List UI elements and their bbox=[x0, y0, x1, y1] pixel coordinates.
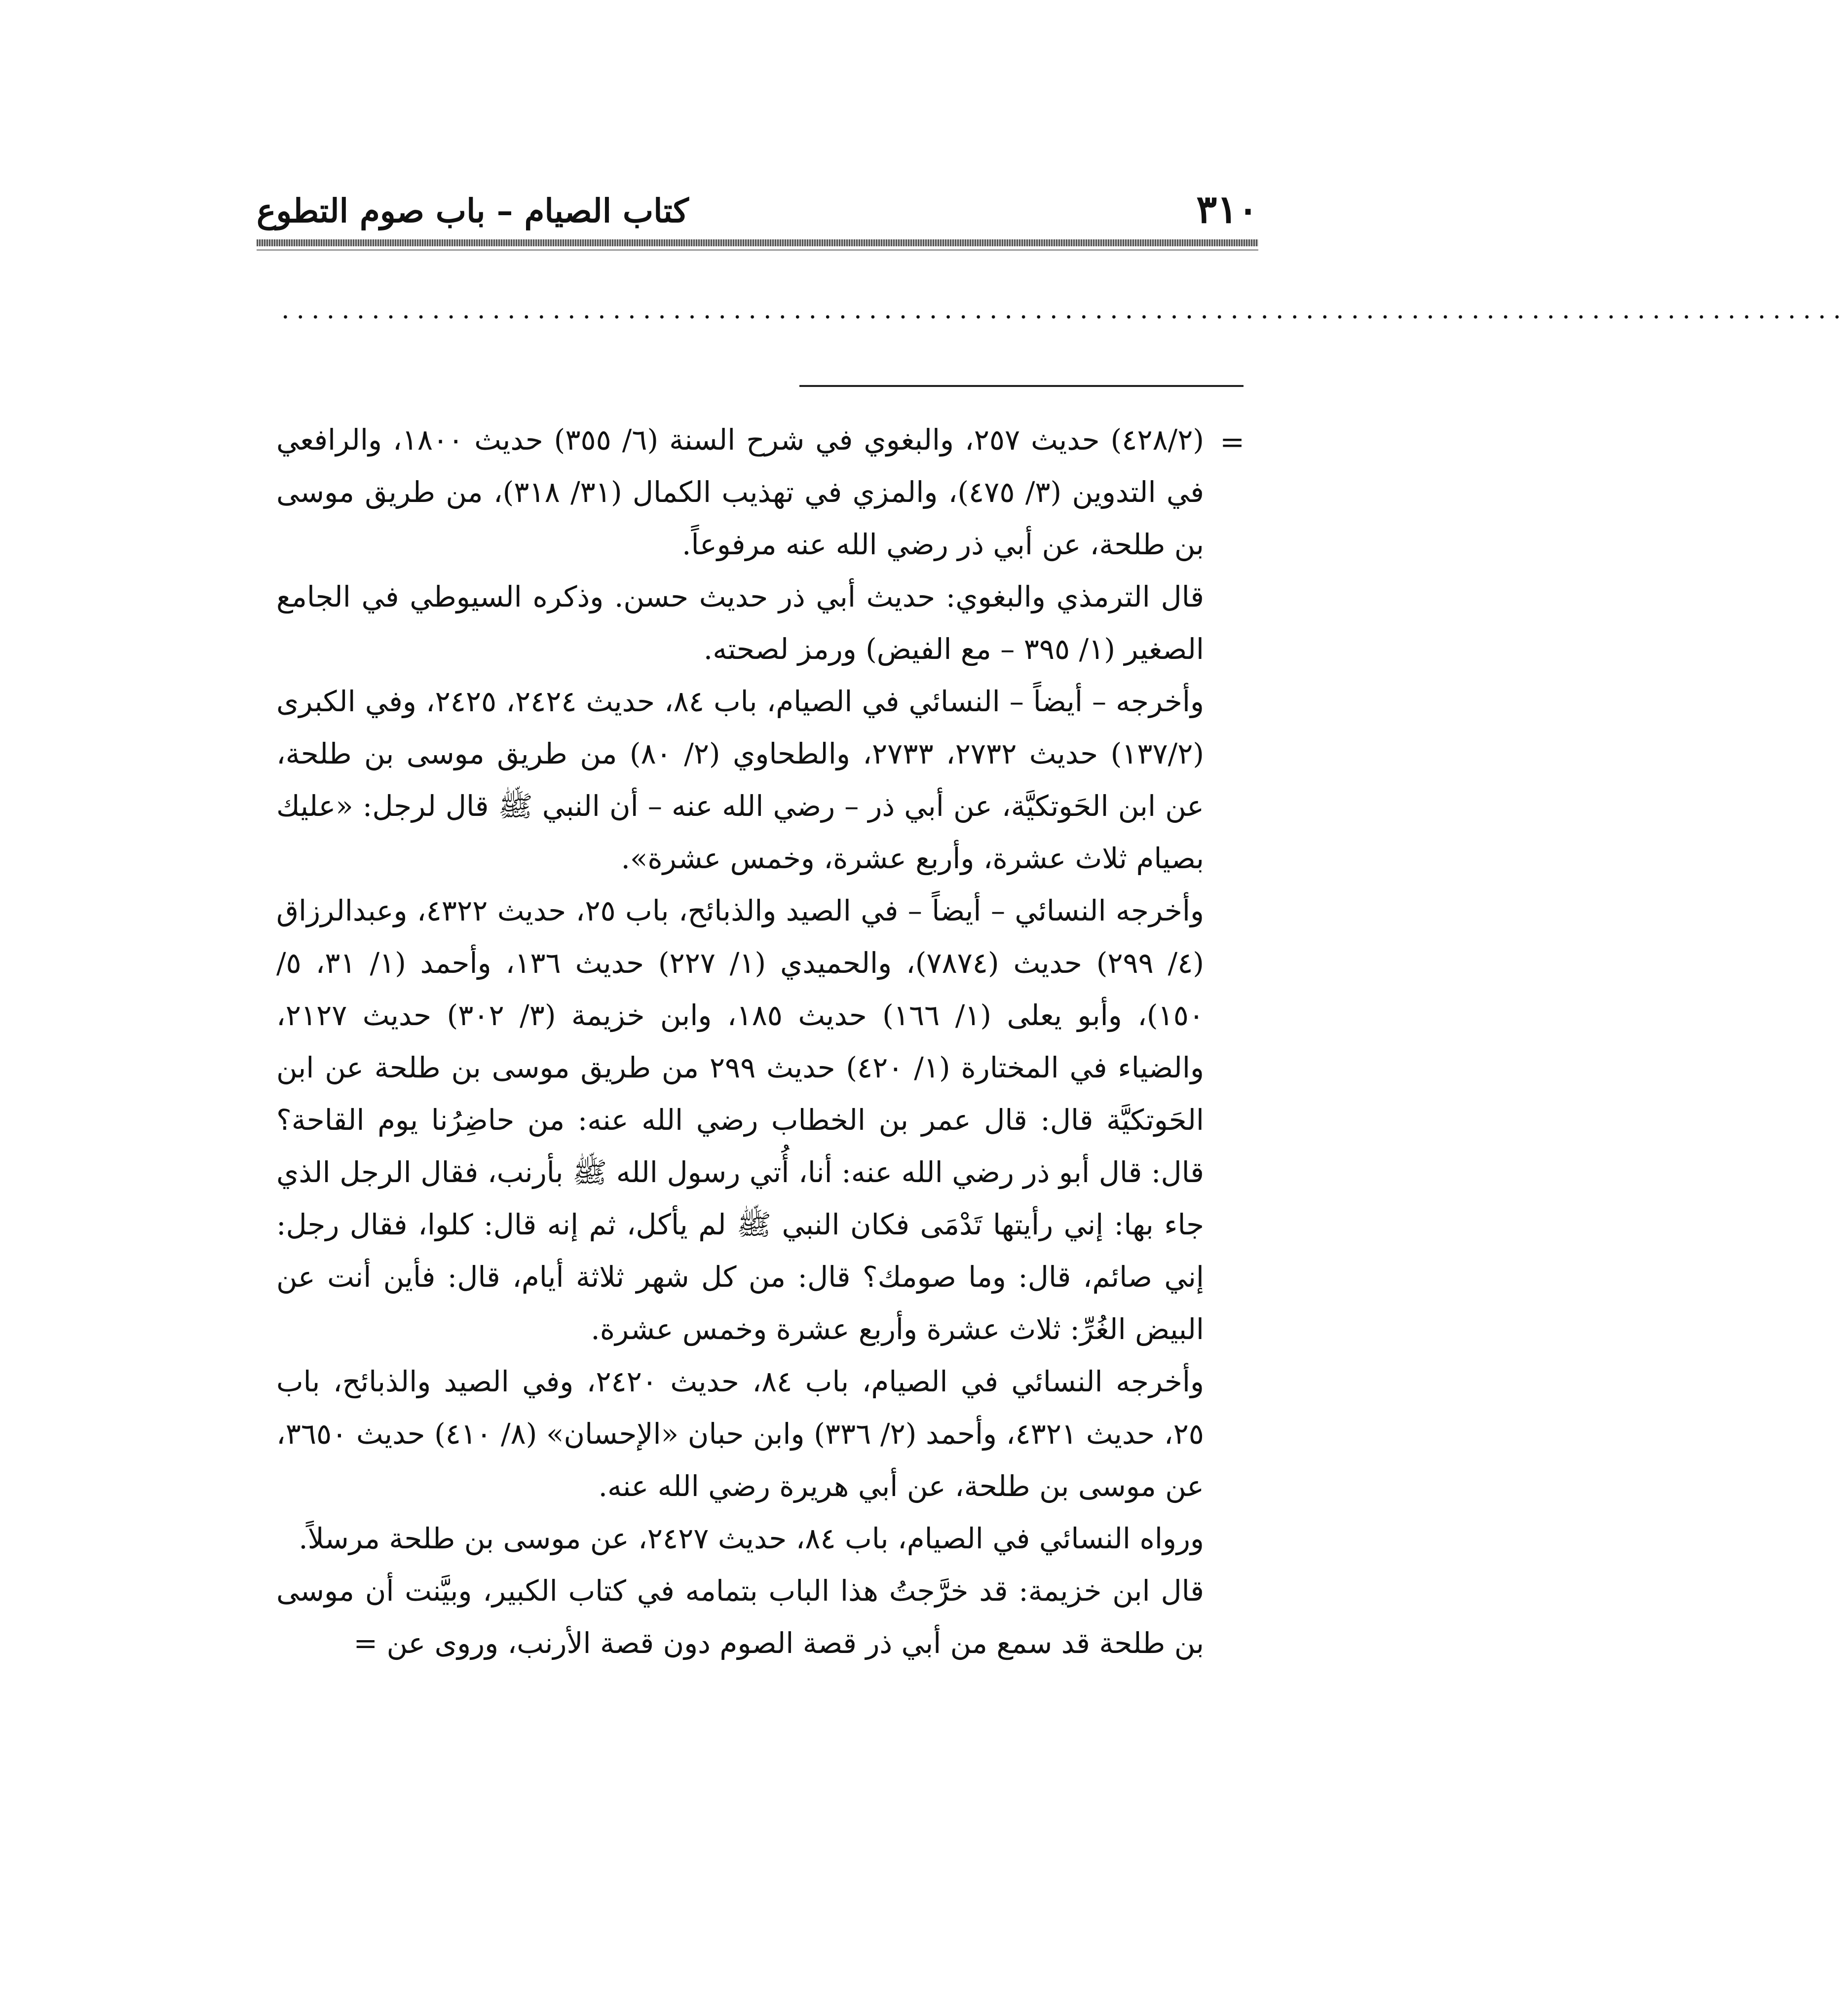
dotted-separator: ........................................................................................................ bbox=[281, 295, 1848, 325]
footnote-paragraph: ورواه النسائي في الصيام، باب ٨٤، حديث ٢٤٢٧، عن موسى بن طلحة مرسلاً. bbox=[299, 1522, 1204, 1555]
header-rule bbox=[257, 239, 1258, 246]
footnote-paragraph: وأخرجه النسائي في الصيام، باب ٨٤، حديث ٢٤٢٠، وفي الصيد والذبائح، باب ٢٥، حديث ٤٣٢١، وأحمد (٢/ ٣٣٦) وابن حبان «الإحسان» (٨/ ٤١٠) حديث ٣٦٥٠، عن موسى بن طلحة، عن أبي هريرة رضي الله عنه. bbox=[276, 1365, 1204, 1503]
footnote-body bbox=[276, 414, 1204, 1669]
running-title: كتاب الصيام – باب صوم التطوع bbox=[257, 192, 689, 230]
footnote-rule bbox=[799, 385, 1244, 387]
header-rule-thin bbox=[257, 249, 1258, 251]
page-header bbox=[257, 183, 1258, 237]
footnote-paragraph: (٤٢٨/٢) حديث ٢٥٧، والبغوي في شرح السنة (٦/ ٣٥٥) حديث ١٨٠٠، والرافعي في التدوين (٣/ ٤٧٥)، والمزي في تهذيب الكمال (٣١/ ٣١٨)، من طريق موسى بن طلحة، عن أبي ذر رضي الله عنه مرفوعاً. bbox=[276, 423, 1205, 561]
footnote-continuation-marker: = bbox=[1220, 425, 1245, 460]
footnote-paragraph: قال الترمذي والبغوي: حديث أبي ذر حديث حسن. وذكره السيوطي في الجامع الصغير (١/ ٣٩٥ – مع الفيض) ورمز لصحته. bbox=[276, 580, 1204, 666]
footnote-paragraph: وأخرجه النسائي – أيضاً – في الصيد والذبائح، باب ٢٥، حديث ٤٣٢٢، وعبدالرزاق (٤/ ٢٩٩) حديث (٧٨٧٤)، والحميدي (١/ ٢٢٧) حديث ١٣٦، وأحمد (١/ ٣١، ٥/ ١٥٠)، وأبو يعلى (١/ ١٦٦) حديث ١٨٥، وابن خزيمة (٣/ ٣٠٢) حديث ٢١٢٧، والضياء في المختارة (١/ ٤٢٠) حديث ٢٩٩ من طريق موسى بن طلحة عن ابن الحَوتكيَّة قال: قال عمر بن الخطاب رضي الله عنه: من حاضِرُنا يوم القاحة؟ قال: قال أبو ذر رضي الله عنه: أنا، أُتي رسول الله ﷺ بأرنب، فقال الرجل الذي جاء بها: إني رأيتها تَدْمَى فكان النبي ﷺ لم يأكل، ثم إنه قال: كلوا، فقال رجل: إني صائم، قال: وما صومك؟ قال: من كل شهر ثلاثة أيام، قال: فأين أنت عن البيض الغُرِّ: ثلاث عشرة وأربع عشرة وخمس عشرة. bbox=[276, 894, 1205, 1346]
footnote-paragraph: وأخرجه – أيضاً – النسائي في الصيام، باب ٨٤، حديث ٢٤٢٤، ٢٤٢٥، وفي الكبرى (١٣٧/٢) حديث ٢٧٣٢، ٢٧٣٣، والطحاوي (٢/ ٨٠) من طريق موسى بن طلحة، عن ابن الحَوتكيَّة، عن أبي ذر – رضي الله عنه – أن النبي ﷺ قال لرجل: «عليك بصيام ثلاث عشرة، وأربع عشرة، وخمس عشرة». bbox=[276, 685, 1205, 875]
footnote-paragraph: قال ابن خزيمة: قد خرَّجتُ هذا الباب بتمامه في كتاب الكبير، وبيَّنت أن موسى بن طلحة قد سمع من أبي ذر قصة الصوم دون قصة الأرنب، وروى عن = bbox=[276, 1574, 1204, 1660]
page-number: ٣١٠ bbox=[1196, 187, 1258, 232]
